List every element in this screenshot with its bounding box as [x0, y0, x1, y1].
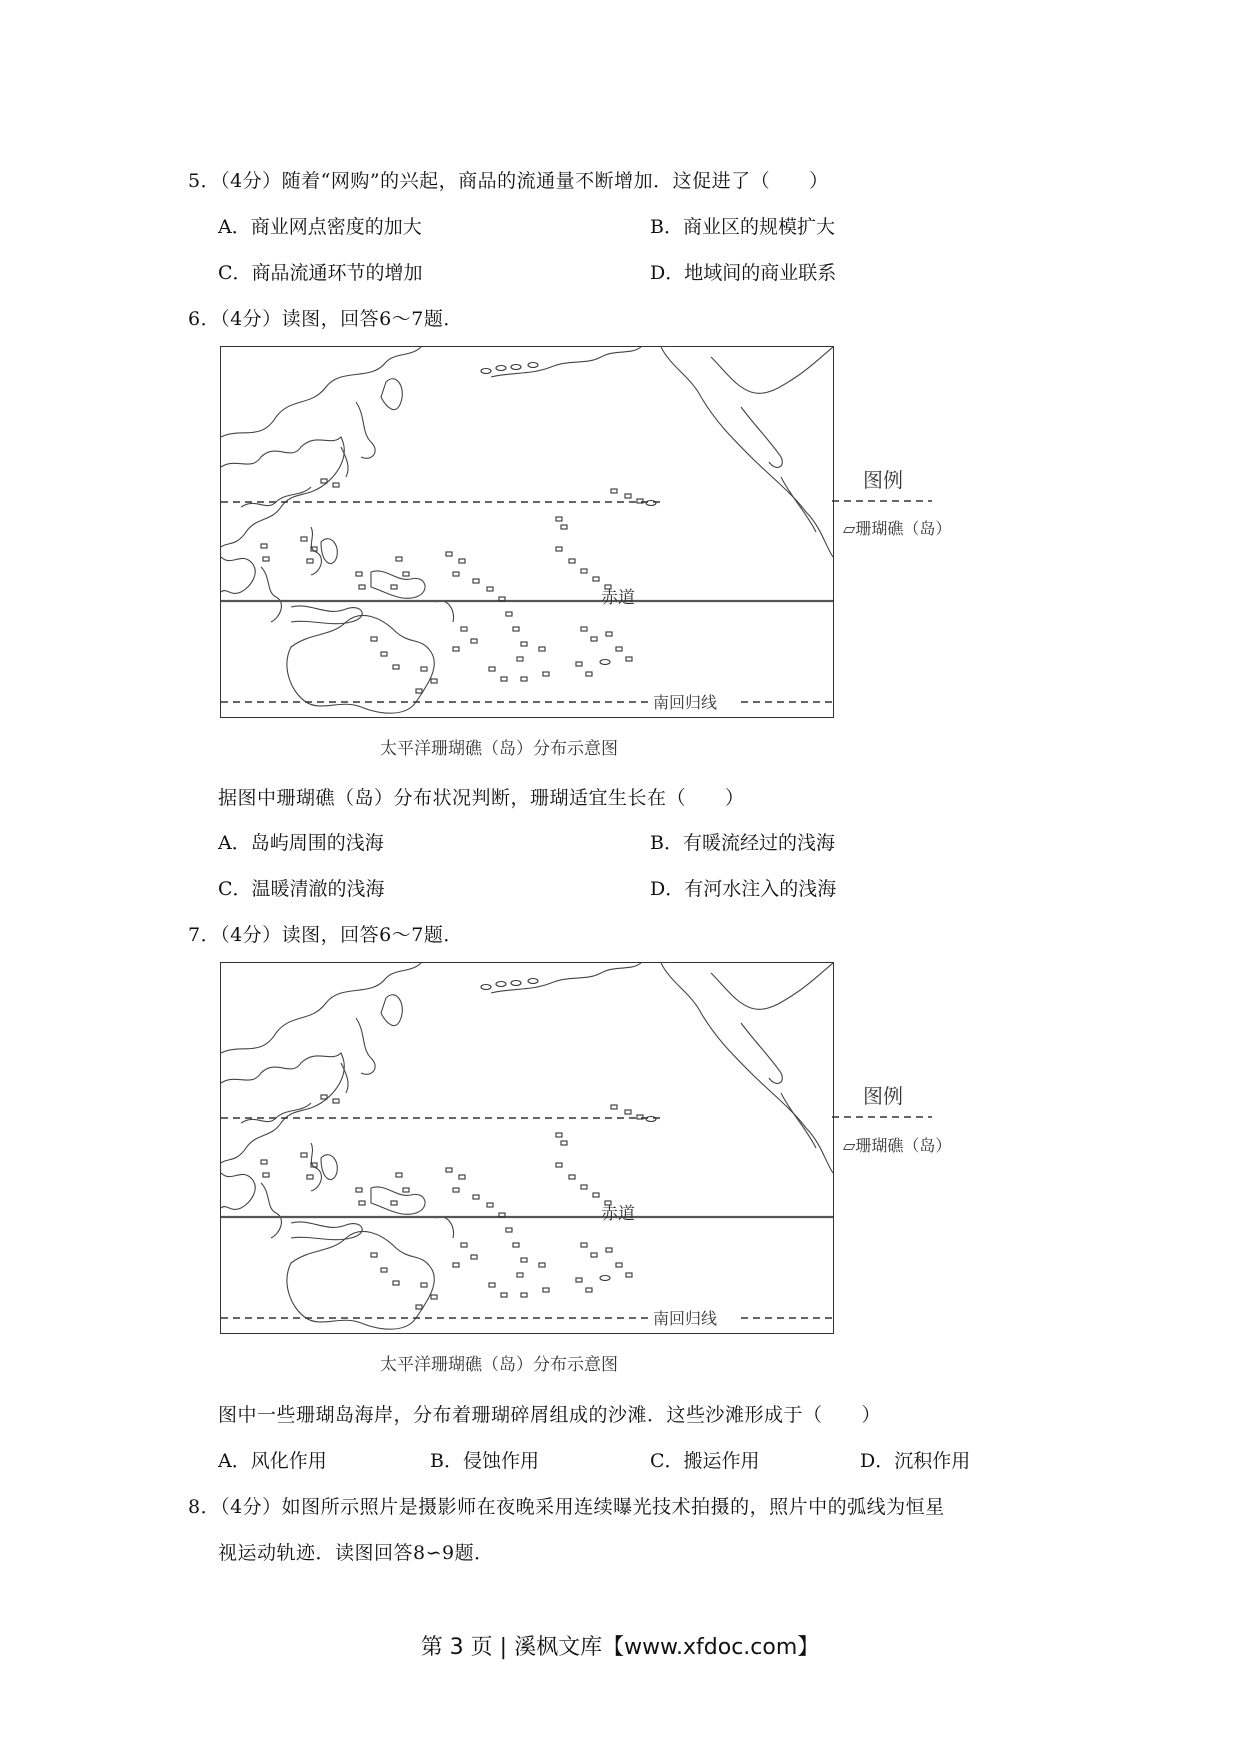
- q7-option-b: B．侵蚀作用: [430, 1450, 539, 1472]
- legend-coral-reef: [843, 1133, 951, 1156]
- pacific-coral-map-1: [220, 346, 834, 718]
- map-drawing: [221, 963, 833, 1333]
- q6-question: 据图中珊瑚礁（岛）分布状况判断，珊瑚适宜生长在（ ）: [218, 787, 745, 809]
- tropic-of-capricorn-label: 南回归线: [651, 1306, 719, 1329]
- equator-label: 赤道: [601, 1204, 635, 1224]
- page-footer: 第 3 页 | 溪枫文库【www.xfdoc.com】: [420, 1635, 820, 1660]
- legend-title: 图例: [863, 1084, 903, 1108]
- legend-coral-reef-label: 珊瑚礁（岛）: [855, 1136, 952, 1155]
- q5-option-d: D．地域间的商业联系: [650, 262, 837, 284]
- q7-option-c: C．搬运作用: [650, 1450, 760, 1472]
- coral-reef-icon: ▱: [843, 519, 856, 538]
- legend-coral-reef: [843, 516, 951, 539]
- equator-label: 赤道: [601, 588, 635, 608]
- q8-stem-line2: 视运动轨迹．读图回答8∽9题．: [218, 1542, 494, 1564]
- tropic-of-capricorn-label: 南回归线: [651, 690, 719, 713]
- q7-stem: 7．（4分）读图，回答6～7题．: [188, 924, 463, 946]
- pacific-coral-map-2: [220, 962, 834, 1334]
- q7-option-d: D．沉积作用: [860, 1450, 971, 1472]
- map-caption-1: 太平洋珊瑚礁（岛）分布示意图: [380, 739, 618, 759]
- map-drawing: [221, 347, 833, 717]
- q6-option-c: C．温暖清澈的浅海: [218, 878, 385, 900]
- q7-question: 图中一些珊瑚岛海岸，分布着珊瑚碎屑组成的沙滩．这些沙滩形成于（ ）: [218, 1404, 882, 1426]
- q5-option-b: B．商业区的规模扩大: [650, 216, 835, 238]
- q6-stem: 6．（4分）读图，回答6～7题．: [188, 308, 463, 330]
- q8-stem-line1: 8．（4分）如图所示照片是摄影师在夜晚采用连续曝光技术拍摄的，照片中的弧线为恒星: [188, 1496, 945, 1518]
- legend-coral-reef-label: 珊瑚礁（岛）: [855, 519, 952, 538]
- q7-option-a: A．风化作用: [218, 1450, 327, 1472]
- q5-option-a: A．商业网点密度的加大: [218, 216, 422, 238]
- tropic-of-cancer-extension: [832, 499, 932, 503]
- q6-option-a: A．岛屿周围的浅海: [218, 832, 384, 854]
- q5-option-c: C．商品流通环节的增加: [218, 262, 423, 284]
- map-caption-2: 太平洋珊瑚礁（岛）分布示意图: [380, 1355, 618, 1375]
- legend-title: 图例: [863, 468, 903, 492]
- coral-reef-icon: ▱: [843, 1136, 856, 1155]
- tropic-of-cancer-extension: [832, 1115, 932, 1119]
- q6-option-b: B．有暖流经过的浅海: [650, 832, 835, 854]
- q6-option-d: D．有河水注入的浅海: [650, 878, 837, 900]
- q5-stem: 5．（4分）随着“网购”的兴起，商品的流通量不断增加．这促进了（ ）: [188, 170, 829, 192]
